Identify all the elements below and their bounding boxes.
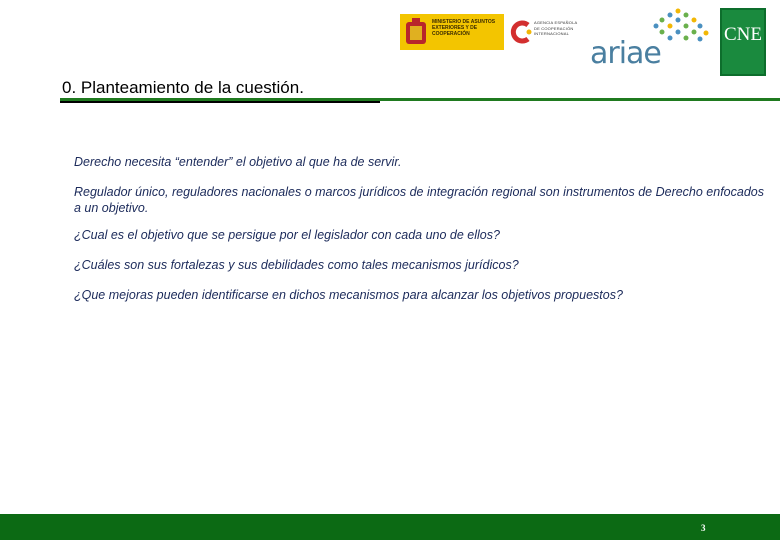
ministerio-logo xyxy=(400,14,504,50)
page-number: 3 xyxy=(701,523,706,533)
coat-of-arms-icon xyxy=(404,18,428,46)
slide-body xyxy=(74,154,764,317)
ministerio-text: MINISTERIO DE ASUNTOS EXTERIORES Y DE COOPERACIÓN xyxy=(432,19,496,37)
paragraph-2: Regulador único, reguladores nacionales o marcos jurídicos de integración regional son instrumentos de Derecho enfocados a un objetivo. xyxy=(74,185,764,215)
ariae-wordmark: ariae xyxy=(590,36,661,71)
paragraph-1: Derecho necesita “entender” el objetivo al que ha de servir. xyxy=(74,155,402,169)
aecid-c-icon xyxy=(510,20,534,44)
header-logos xyxy=(0,0,780,80)
ariae-logo xyxy=(586,6,716,70)
paragraph-4: ¿Cuáles son sus fortalezas y sus debilidades como tales mecanismos jurídicos? xyxy=(74,258,519,272)
title-underline-black xyxy=(60,101,380,103)
slide-title: 0. Planteamiento de la cuestión. xyxy=(62,78,304,97)
footer-bar xyxy=(0,514,780,540)
cne-logo xyxy=(720,8,766,76)
aecid-logo xyxy=(508,14,576,50)
paragraph-3: ¿Cual es el objetivo que se persigue por el legislador con cada uno de ellos? xyxy=(74,228,500,242)
cne-wordmark: CNE xyxy=(724,24,762,45)
aecid-text: AGENCIA ESPAÑOLA DE COOPERACIÓN INTERNACIONAL xyxy=(534,20,578,36)
paragraph-5: ¿Que mejoras pueden identificarse en dichos mecanismos para alcanzar los objetivos propuestos? xyxy=(74,288,623,302)
